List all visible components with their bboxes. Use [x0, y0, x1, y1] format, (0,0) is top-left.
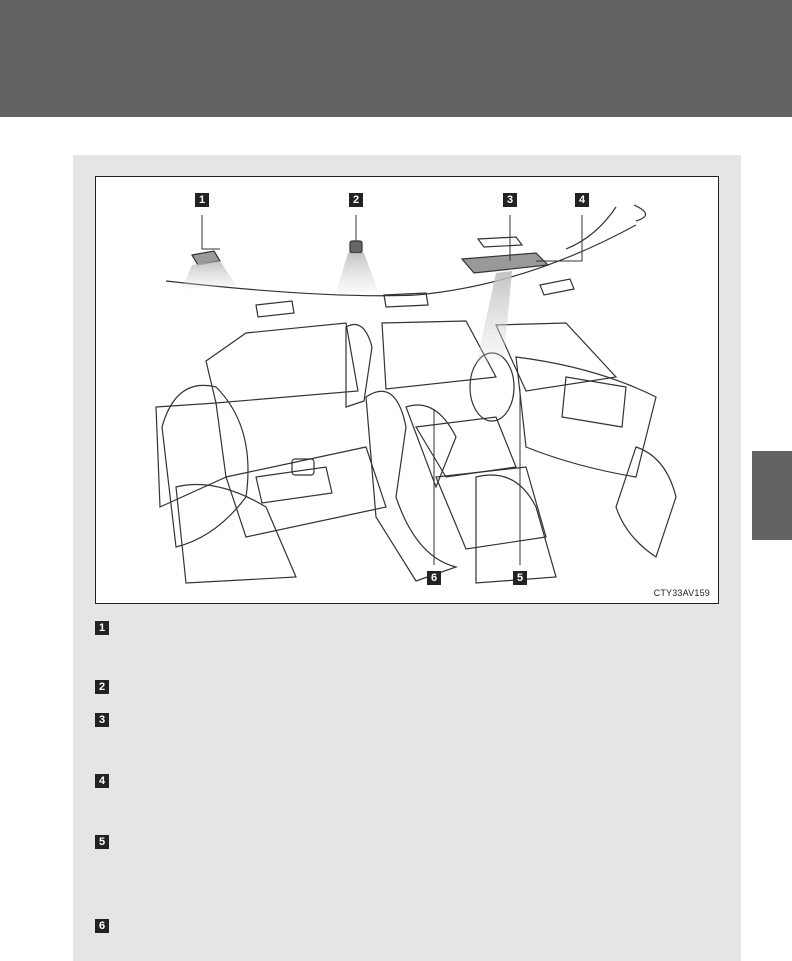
figure-callout-1: 1 — [195, 193, 209, 207]
figure-callout-4: 4 — [575, 193, 589, 207]
figure-callout-6: 6 — [427, 571, 441, 585]
legend-item-5: 5 — [95, 835, 109, 849]
figure-callout-5: 5 — [513, 571, 527, 585]
figure-code: CTY33AV159 — [653, 588, 710, 598]
page-header-band — [0, 0, 792, 117]
car-interior-illustration — [96, 177, 718, 603]
legend-item-4: 4 — [95, 774, 109, 788]
figure-callout-2: 2 — [349, 193, 363, 207]
legend-item-2: 2 — [95, 680, 109, 694]
legend-item-6: 6 — [95, 919, 109, 933]
legend-item-1: 1 — [95, 621, 109, 635]
interior-lights-figure — [95, 176, 719, 604]
legend-item-3: 3 — [95, 713, 109, 727]
content-panel — [73, 155, 741, 961]
figure-callout-3: 3 — [503, 193, 517, 207]
chapter-side-tab — [752, 451, 792, 540]
